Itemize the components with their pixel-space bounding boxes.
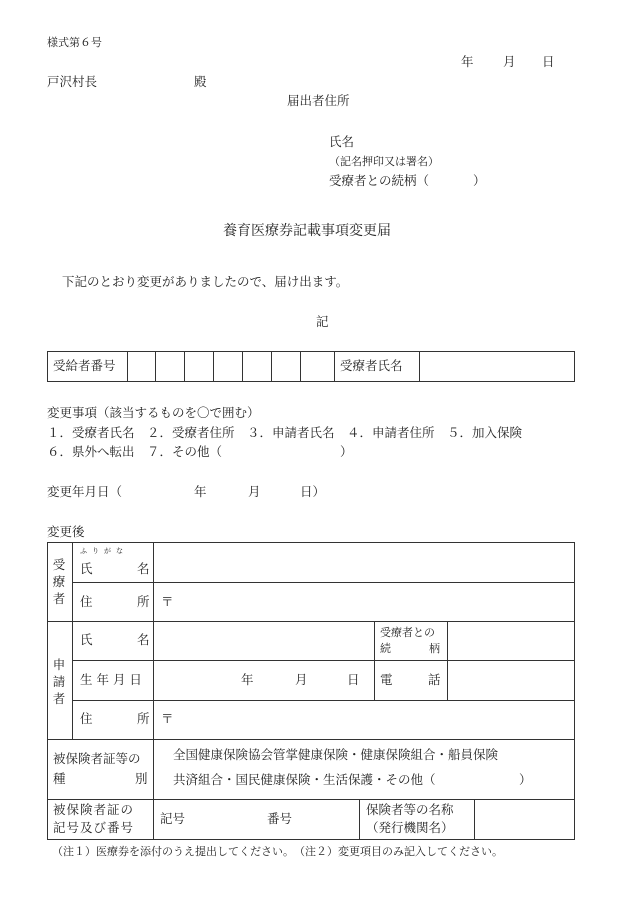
applicant-name-label: 氏名 [329, 134, 355, 149]
ki-label: 記 [316, 314, 329, 329]
symbol-label: 記号 [160, 811, 186, 826]
insurance-type-label-2a: 種 [53, 771, 66, 786]
date-month: 月 [503, 54, 516, 69]
cert-label-2: 記号及び番号 [53, 820, 135, 835]
birth-month: 月 [295, 672, 308, 687]
change-items-line2-close: ） [340, 444, 353, 459]
birth-year: 年 [241, 672, 254, 687]
relation-to-patient-label-2b: 柄 [429, 642, 440, 655]
phone-label-b: 話 [428, 672, 441, 687]
applicant-group-label: 申請者 [52, 657, 66, 706]
footnotes: （注１）医療券を添付のうえ提出してください。 （注２）変更項目のみ記入してください。 [52, 845, 503, 858]
change-date-month: 月 [248, 484, 261, 499]
seal-note: （記名押印又は署名） [329, 155, 439, 168]
applicant-address-label: 届出者住所 [287, 93, 350, 108]
change-items-heading: 変更事項（該当するものを〇で囲む） [47, 405, 260, 420]
patient-postal-mark: 〒 [161, 594, 174, 609]
relation-close: ） [473, 173, 486, 188]
number-label: 番号 [267, 811, 293, 826]
change-items-line1: １．受療者氏名 ２．受療者住所 ３．申請者氏名 ４．申請者住所 ５．加入保険 [47, 425, 523, 440]
change-date-label: 変更年月日（ [47, 484, 123, 499]
phone-label-a: 電 [380, 672, 393, 687]
patient-name-label-b: 名 [137, 561, 150, 576]
insurance-options-close: ） [519, 772, 532, 787]
change-items-line2: ６．県外へ転出 ７．その他（ [47, 444, 223, 459]
furigana-label: ふりがな [80, 547, 128, 555]
patient-address-label-b: 所 [137, 594, 150, 609]
recipient-name-label: 受療者氏名 [340, 358, 403, 373]
applicant-postal-mark: 〒 [161, 711, 174, 726]
date-year: 年 [461, 54, 474, 69]
birth-day: 日 [347, 672, 360, 687]
applicant-address-label-a: 住 [80, 711, 93, 726]
addressee-honorific: 殿 [194, 74, 207, 89]
form-number: 様式第６号 [47, 36, 102, 49]
recipient-number-label: 受給者番号 [53, 358, 116, 373]
patient-name-label-a: 氏 [80, 561, 93, 576]
change-date-day: 日） [300, 484, 326, 499]
insurance-type-label-2b: 別 [135, 771, 148, 786]
date-day: 日 [542, 54, 555, 69]
form-title: 養育医療券記載事項変更届 [223, 223, 391, 239]
patient-group-label: 受療者 [52, 557, 66, 606]
relation-to-patient-label-2a: 続 [380, 642, 391, 655]
cert-label-1: 被保険者証の [53, 802, 135, 817]
change-date-year: 年 [194, 484, 207, 499]
insurance-options-line2: 共済組合・国民健康保険・生活保護・その他（ [173, 772, 436, 787]
relation-label: 受療者との続柄（ [329, 173, 430, 188]
insurer-label-2: （発行機関名） [366, 820, 454, 835]
insurer-label-1: 保険者等の名称 [366, 802, 454, 817]
relation-to-patient-label-1: 受療者との [380, 626, 435, 639]
intro-text: 下記のとおり変更がありましたので、届け出ます。 [62, 274, 349, 289]
insurance-options-line1: 全国健康保険協会管掌健康保険・健康保険組合・船員保険 [173, 747, 499, 762]
patient-address-label-a: 住 [80, 594, 93, 609]
applicant-name-label-a: 氏 [80, 632, 93, 647]
addressee-name: 戸沢村長 [47, 74, 98, 89]
applicant-name-label-b: 名 [137, 632, 150, 647]
birth-date-label: 生 年 月 日 [80, 672, 142, 687]
insurance-type-label-1: 被保険者証等の [53, 751, 141, 766]
applicant-address-label-b: 所 [137, 711, 150, 726]
after-heading: 変更後 [47, 524, 85, 539]
after-table [47, 542, 575, 840]
